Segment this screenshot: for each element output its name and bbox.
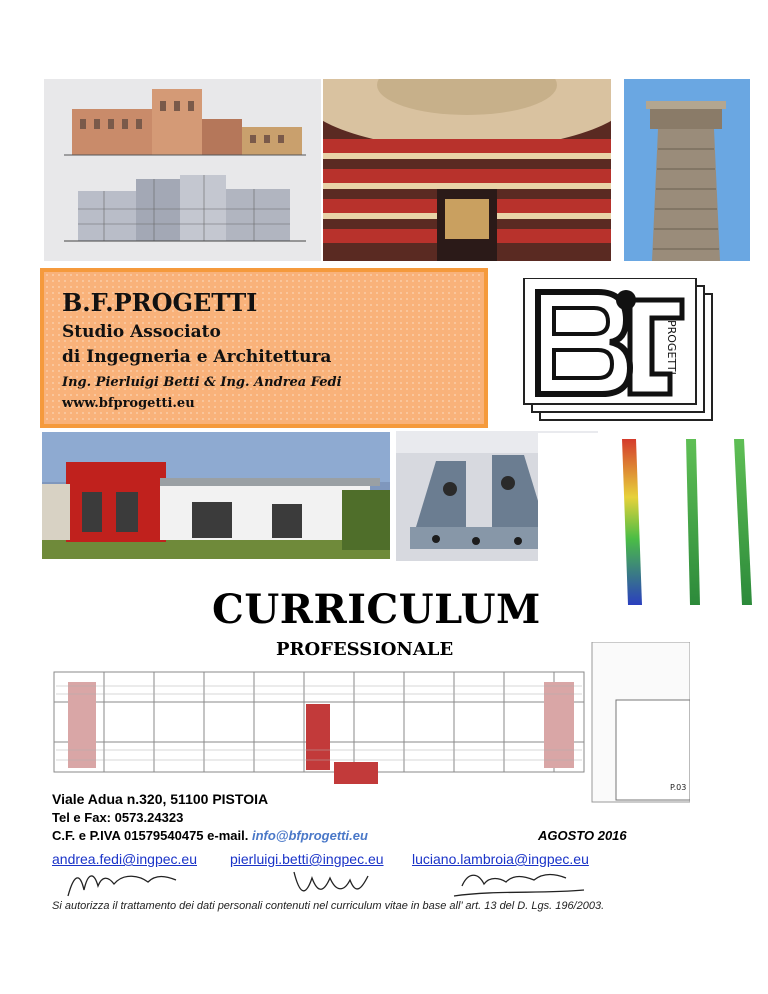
firm-title-box bbox=[40, 268, 488, 428]
phone-fax: Tel e Fax: 0573.24323 bbox=[52, 810, 184, 825]
elevation-drawing-image bbox=[44, 79, 321, 261]
document-subtitle: PROFESSIONALE bbox=[276, 639, 454, 660]
svg-text:P.03: P.03 bbox=[670, 783, 687, 792]
document-date: AGOSTO 2016 bbox=[538, 828, 627, 843]
theatre-interior-image bbox=[323, 79, 611, 261]
email-separator: . bbox=[244, 828, 252, 843]
email-link-lambroia[interactable]: luciano.lambroia@ingpec.eu bbox=[412, 851, 589, 867]
firm-name: B.F.PROGETTI bbox=[62, 288, 258, 317]
firm-subtitle-line2: di Ingegneria e Architettura bbox=[62, 347, 332, 367]
floor-plan-drawing bbox=[44, 642, 690, 809]
privacy-notice: Si autorizza il trattamento dei dati personali contenuti nel curriculum vitae in base all’ art. 13 del D. Lgs. 196/2003. bbox=[52, 900, 605, 912]
firm-subtitle-line1: Studio Associato bbox=[62, 322, 221, 342]
email-link-betti[interactable]: pierluigi.betti@ingpec.eu bbox=[230, 851, 384, 867]
chimney-tower-image bbox=[624, 79, 750, 261]
logo-vertical-text: PROGETTI bbox=[665, 320, 678, 375]
structural-model-image bbox=[538, 433, 766, 608]
firm-partners: Ing. Pierluigi Betti & Ing. Andrea Fedi bbox=[62, 375, 342, 390]
tax-id-email-line bbox=[52, 828, 368, 843]
address: Viale Adua n.320, 51100 PISTOIA bbox=[52, 791, 269, 807]
firm-website: www.bfprogetti.eu bbox=[62, 396, 195, 411]
signatures bbox=[44, 866, 654, 902]
tax-id: C.F. e P.IVA 01579540475 e-mail bbox=[52, 828, 245, 843]
document-title: CURRICULUM bbox=[212, 586, 541, 633]
bf-progetti-logo bbox=[518, 278, 722, 426]
email-link-fedi[interactable]: andrea.fedi@ingpec.eu bbox=[52, 851, 197, 867]
info-email-link[interactable]: info@bfprogetti.eu bbox=[251, 828, 368, 843]
school-building-photo bbox=[42, 432, 390, 559]
